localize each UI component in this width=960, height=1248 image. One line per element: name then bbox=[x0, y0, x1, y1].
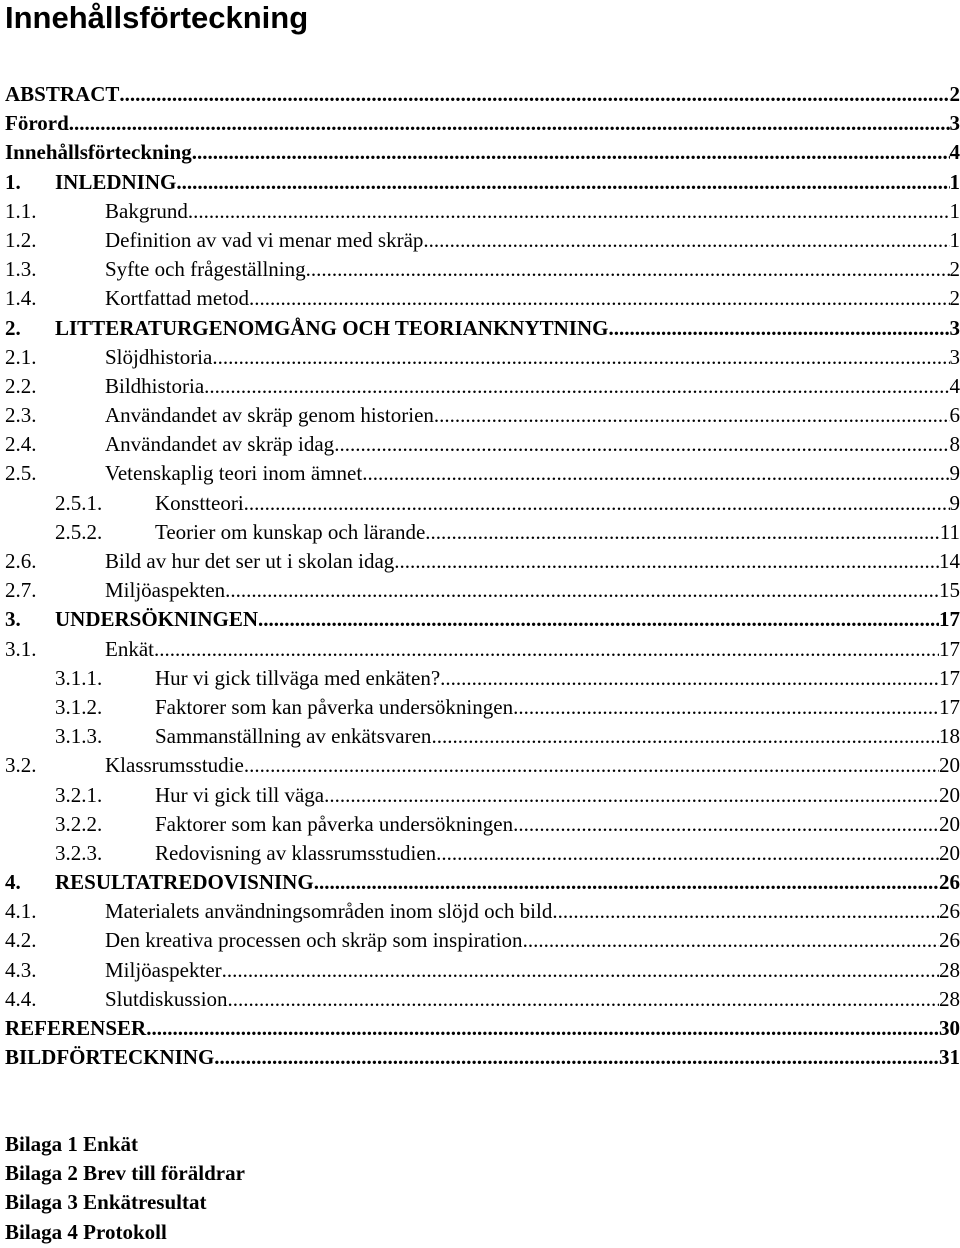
toc-entry-number: 1.3. bbox=[5, 257, 37, 282]
toc-dot-leader bbox=[362, 459, 949, 488]
toc-entry-title: Slutdiskussion bbox=[105, 986, 228, 1011]
toc-dot-leader bbox=[552, 897, 939, 926]
toc-dot-leader bbox=[69, 109, 950, 138]
toc-entry-title: Kortfattad metod bbox=[105, 286, 250, 311]
toc-dot-leader bbox=[394, 547, 939, 576]
toc-entry-page: 2 bbox=[949, 82, 960, 106]
toc-dot-leader bbox=[214, 1043, 939, 1072]
appendix-list bbox=[5, 1130, 245, 1247]
toc-entry-page: 28 bbox=[939, 957, 960, 982]
toc-entry-page: 4 bbox=[949, 140, 960, 165]
toc-entry-page: 15 bbox=[939, 578, 960, 603]
appendix-item: Bilaga 3 Enkätresultat bbox=[5, 1190, 207, 1215]
toc-entry-title: Hur vi gick tillväga med enkäten? bbox=[155, 665, 441, 690]
toc-entry-title: Redovisning av klassrumsstudien bbox=[155, 840, 437, 865]
toc-entry-title: Faktorer som kan påverka undersökningen bbox=[155, 811, 514, 836]
toc-entry[interactable] bbox=[5, 605, 960, 634]
toc-dot-leader bbox=[192, 138, 950, 167]
toc-entry-page: 11 bbox=[939, 519, 960, 544]
toc-entry-title: Användandet av skräp idag bbox=[105, 432, 335, 457]
toc-entry[interactable] bbox=[5, 226, 960, 255]
toc-entry-page: 20 bbox=[939, 782, 960, 807]
toc-entry[interactable] bbox=[5, 343, 960, 372]
toc-dot-leader bbox=[440, 664, 939, 693]
toc-entry-page: 4 bbox=[949, 373, 960, 398]
toc-entry-number: 1.4. bbox=[5, 286, 37, 311]
toc-entry-page: 3 bbox=[949, 315, 960, 340]
toc-entry-number: 2.4. bbox=[5, 432, 37, 457]
toc-entry-page: 1 bbox=[949, 169, 960, 194]
toc-entry-title: LITTERATURGENOMGÅNG OCH TEORIANKNYTNING bbox=[55, 315, 609, 340]
toc-dot-leader bbox=[244, 489, 950, 518]
table-of-contents bbox=[5, 80, 960, 1072]
toc-entry-page: 26 bbox=[939, 870, 960, 895]
toc-entry[interactable] bbox=[5, 168, 960, 197]
toc-entry-page: 3 bbox=[949, 344, 960, 369]
toc-entry[interactable] bbox=[5, 401, 960, 430]
toc-entry-number: 4.4. bbox=[5, 986, 37, 1011]
toc-entry-number: 2.5. bbox=[5, 461, 37, 486]
toc-dot-leader bbox=[176, 168, 949, 197]
toc-entry-title: Slöjdhistoria bbox=[105, 344, 213, 369]
toc-entry-title: ABSTRACT bbox=[5, 82, 120, 106]
toc-entry-number: 1. bbox=[5, 169, 21, 194]
toc-dot-leader bbox=[431, 722, 939, 751]
toc-entry-page: 17 bbox=[939, 694, 960, 719]
toc-entry-page: 31 bbox=[939, 1045, 960, 1070]
toc-entry[interactable] bbox=[5, 314, 960, 343]
toc-entry-title: Syfte och frågeställning bbox=[105, 257, 306, 282]
toc-entry-number: 2.5.1. bbox=[55, 490, 103, 515]
toc-entry[interactable] bbox=[5, 810, 960, 839]
toc-entry-page: 17 bbox=[939, 607, 960, 632]
toc-entry-title: Klassrumsstudie bbox=[105, 753, 244, 778]
toc-entry-page: 2 bbox=[949, 286, 960, 311]
toc-entry-page: 1 bbox=[949, 198, 960, 223]
toc-dot-leader bbox=[228, 985, 939, 1014]
toc-entry-number: 4.3. bbox=[5, 957, 37, 982]
toc-dot-leader bbox=[154, 635, 939, 664]
toc-entry-number: 3.1. bbox=[5, 636, 37, 661]
toc-entry-page: 30 bbox=[939, 1016, 960, 1040]
toc-entry-number: 3.1.2. bbox=[55, 694, 103, 719]
toc-entry-page: 9 bbox=[949, 490, 960, 515]
toc-entry-number: 4. bbox=[5, 870, 21, 895]
toc-entry-title: Vetenskaplig teori inom ämnet bbox=[105, 461, 363, 486]
toc-entry-number: 3. bbox=[5, 607, 21, 632]
toc-dot-leader bbox=[334, 430, 949, 459]
toc-dot-leader bbox=[222, 956, 939, 985]
toc-dot-leader bbox=[249, 284, 949, 313]
toc-entry[interactable] bbox=[5, 897, 960, 926]
toc-entry-title: BILDFÖRTECKNING bbox=[5, 1045, 215, 1070]
toc-dot-leader bbox=[513, 693, 939, 722]
toc-entry[interactable] bbox=[5, 956, 960, 985]
toc-dot-leader bbox=[314, 868, 939, 897]
appendix-item: Bilaga 4 Protokoll bbox=[5, 1219, 167, 1244]
toc-entry[interactable] bbox=[5, 197, 960, 226]
toc-entry[interactable] bbox=[5, 751, 960, 780]
toc-dot-leader bbox=[212, 343, 949, 372]
toc-entry-number: 1.2. bbox=[5, 227, 37, 252]
toc-entry-number: 2.2. bbox=[5, 373, 37, 398]
toc-entry[interactable] bbox=[5, 459, 960, 488]
toc-entry-title: RESULTATREDOVISNING bbox=[55, 870, 314, 895]
toc-entry-page: 26 bbox=[939, 899, 960, 924]
page-title: Innehållsförteckning bbox=[5, 0, 309, 35]
toc-entry-page: 9 bbox=[949, 461, 960, 486]
toc-entry-number: 3.2.1. bbox=[55, 782, 103, 807]
toc-entry-page: 8 bbox=[949, 432, 960, 457]
toc-entry-number: 2.7. bbox=[5, 578, 37, 603]
toc-entry[interactable] bbox=[5, 372, 960, 401]
toc-entry[interactable] bbox=[5, 985, 960, 1014]
toc-entry[interactable] bbox=[5, 635, 960, 664]
toc-entry[interactable] bbox=[5, 576, 960, 605]
toc-entry[interactable] bbox=[5, 284, 960, 313]
toc-entry-title: Enkät bbox=[105, 636, 154, 661]
appendix-item: Bilaga 2 Brev till föräldrar bbox=[5, 1161, 245, 1186]
toc-entry-title: Faktorer som kan påverka undersökningen bbox=[155, 694, 514, 719]
toc-entry[interactable] bbox=[5, 839, 960, 868]
toc-dot-leader bbox=[436, 839, 939, 868]
toc-entry-title: Användandet av skräp genom historien bbox=[105, 403, 434, 428]
toc-entry-title: UNDERSÖKNINGEN bbox=[55, 607, 259, 632]
toc-dot-leader bbox=[204, 372, 949, 401]
toc-entry[interactable] bbox=[5, 489, 960, 518]
toc-entry-page: 28 bbox=[939, 986, 960, 1011]
toc-entry-title: Miljöaspekten bbox=[105, 578, 226, 603]
toc-entry-title: Miljöaspekter bbox=[105, 957, 222, 982]
toc-dot-leader bbox=[244, 751, 939, 780]
toc-entry-page: 14 bbox=[939, 549, 960, 573]
toc-dot-leader bbox=[225, 576, 939, 605]
toc-entry-number: 3.2.3. bbox=[55, 840, 103, 865]
toc-dot-leader bbox=[423, 226, 949, 255]
toc-entry[interactable] bbox=[5, 781, 960, 810]
toc-entry[interactable] bbox=[5, 693, 960, 722]
toc-entry-title: Hur vi gick till väga bbox=[155, 782, 325, 807]
toc-dot-leader bbox=[258, 605, 939, 634]
toc-entry-page: 20 bbox=[939, 840, 960, 865]
toc-entry[interactable] bbox=[5, 547, 960, 576]
toc-entry-title: INLEDNING bbox=[55, 169, 177, 194]
toc-entry-page: 20 bbox=[939, 753, 960, 778]
toc-entry[interactable] bbox=[5, 868, 960, 897]
toc-entry-page: 6 bbox=[949, 403, 960, 428]
toc-dot-leader bbox=[306, 255, 950, 284]
toc-entry-title: Sammanställning av enkätsvaren bbox=[155, 724, 432, 749]
toc-entry-number: 4.2. bbox=[5, 928, 37, 953]
toc-entry[interactable] bbox=[5, 255, 960, 284]
toc-entry-page: 26 bbox=[939, 928, 960, 953]
toc-entry-number: 4.1. bbox=[5, 899, 37, 924]
toc-entry-title: Innehållsförteckning bbox=[5, 140, 192, 165]
toc-entry-page: 3 bbox=[949, 111, 960, 136]
toc-entry-page: 2 bbox=[949, 257, 960, 282]
appendix-item: Bilaga 1 Enkät bbox=[5, 1132, 139, 1156]
toc-entry-page: 17 bbox=[939, 636, 960, 661]
toc-entry-title: Bakgrund bbox=[105, 198, 188, 223]
toc-entry[interactable] bbox=[5, 518, 960, 547]
toc-entry-number: 2.6. bbox=[5, 549, 37, 573]
toc-entry[interactable] bbox=[5, 722, 960, 751]
toc-entry[interactable] bbox=[5, 138, 960, 167]
toc-entry[interactable] bbox=[5, 80, 960, 109]
toc-entry-title: Konstteori bbox=[155, 490, 244, 515]
toc-entry-number: 2. bbox=[5, 315, 21, 340]
toc-entry-title: Förord bbox=[5, 111, 69, 136]
toc-dot-leader bbox=[324, 781, 939, 810]
toc-entry-number: 3.2. bbox=[5, 753, 37, 778]
toc-dot-leader bbox=[608, 314, 949, 343]
toc-entry-number: 2.1. bbox=[5, 344, 37, 369]
toc-dot-leader bbox=[188, 197, 950, 226]
toc-entry-number: 3.2.2. bbox=[55, 811, 103, 836]
toc-entry-title: Definition av vad vi menar med skräp bbox=[105, 227, 424, 252]
toc-entry[interactable] bbox=[5, 430, 960, 459]
toc-entry-title: Teorier om kunskap och lärande bbox=[155, 519, 426, 544]
toc-entry[interactable] bbox=[5, 109, 960, 138]
toc-dot-leader bbox=[513, 810, 939, 839]
toc-dot-leader bbox=[146, 1014, 939, 1043]
toc-entry-title: Bildhistoria bbox=[105, 373, 205, 398]
toc-dot-leader bbox=[119, 80, 949, 109]
toc-entry-number: 2.3. bbox=[5, 403, 37, 428]
toc-entry-page: 20 bbox=[939, 811, 960, 836]
toc-entry-number: 2.5.2. bbox=[55, 519, 103, 544]
toc-entry-page: 1 bbox=[949, 227, 960, 252]
toc-dot-leader bbox=[434, 401, 950, 430]
toc-entry[interactable] bbox=[5, 664, 960, 693]
toc-entry[interactable] bbox=[5, 1014, 960, 1043]
toc-entry-title: Bild av hur det ser ut i skolan idag bbox=[105, 549, 395, 573]
toc-entry-number: 1.1. bbox=[5, 198, 37, 223]
toc-entry-title: REFERENSER bbox=[5, 1016, 147, 1040]
toc-dot-leader bbox=[425, 518, 940, 547]
toc-entry-page: 18 bbox=[939, 724, 960, 749]
toc-entry[interactable] bbox=[5, 1043, 960, 1072]
toc-entry-title: Materialets användningsområden inom slöjd och bild bbox=[105, 899, 553, 924]
toc-entry[interactable] bbox=[5, 926, 960, 955]
toc-entry-title: Den kreativa processen och skräp som inspiration bbox=[105, 928, 523, 953]
toc-entry-page: 17 bbox=[939, 665, 960, 690]
toc-entry-number: 3.1.3. bbox=[55, 724, 103, 749]
toc-dot-leader bbox=[523, 926, 939, 955]
toc-entry-number: 3.1.1. bbox=[55, 665, 103, 690]
